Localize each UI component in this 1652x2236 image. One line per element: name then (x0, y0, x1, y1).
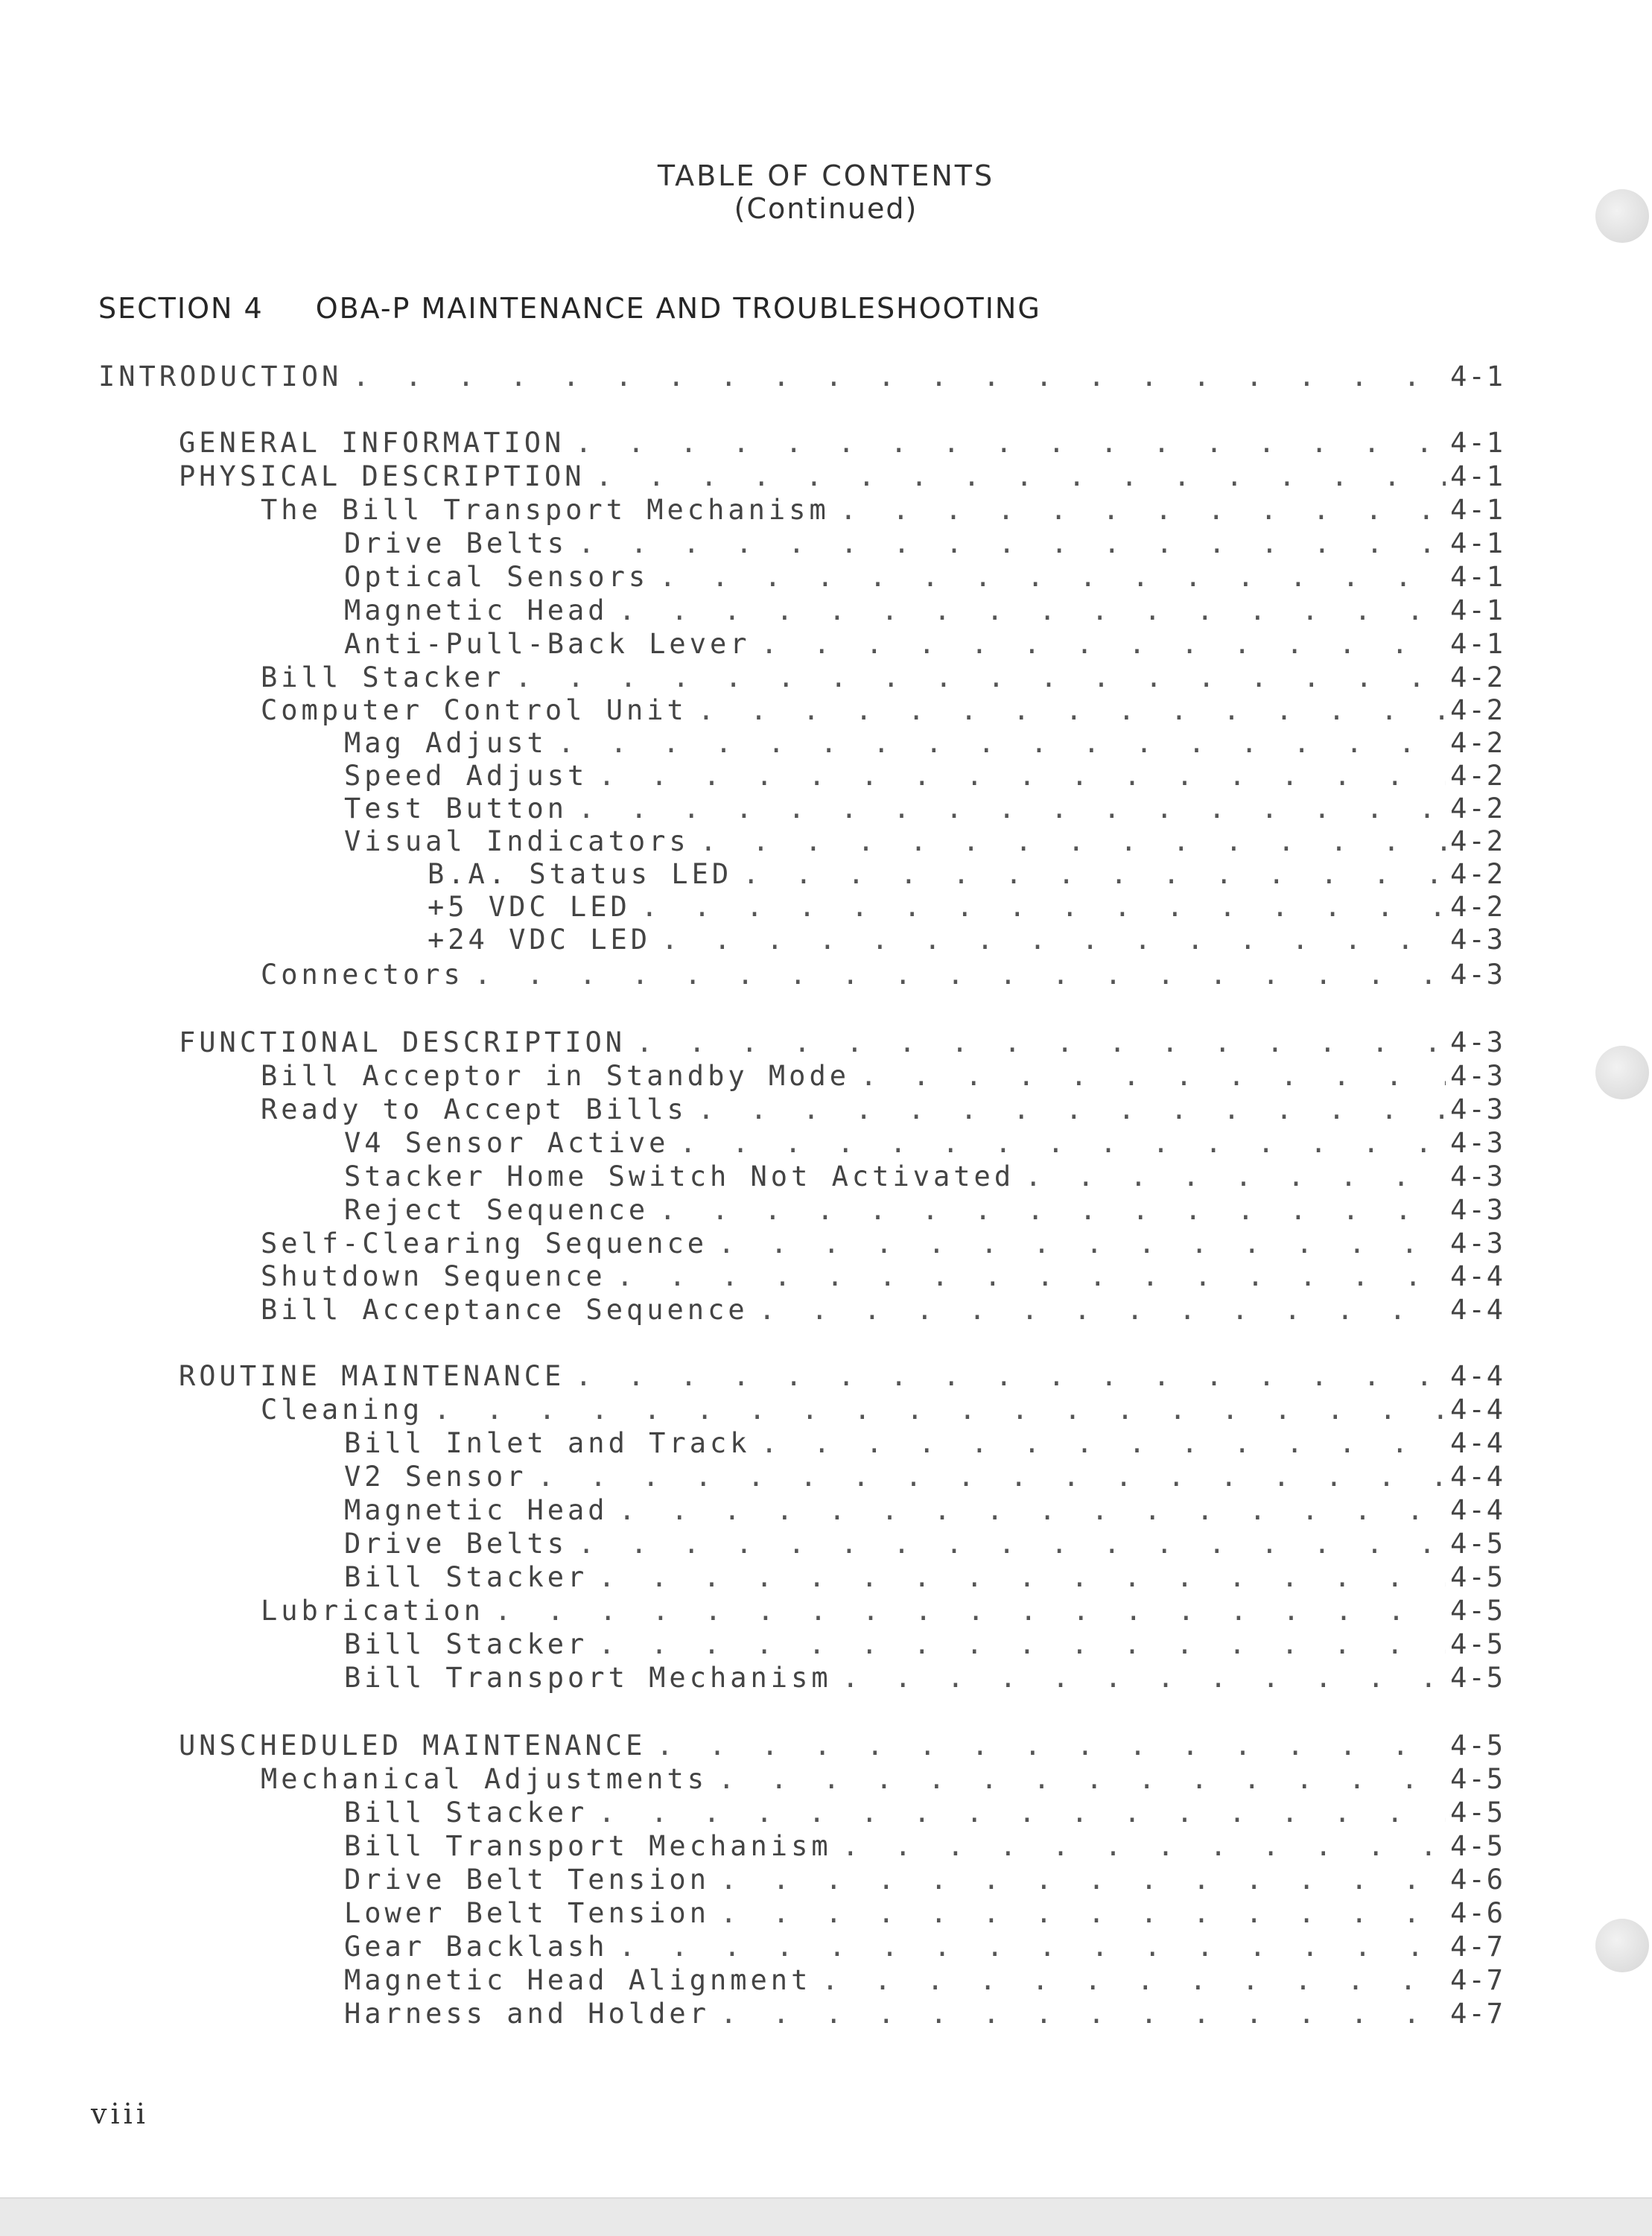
toc-entry-page: 4-3 (1450, 1093, 1505, 1125)
toc-entry[interactable] (179, 427, 1505, 460)
toc-entry-page: 4-5 (1450, 1830, 1505, 1862)
toc-entry-page: 4-3 (1450, 1060, 1505, 1092)
toc-entry-label: +24 VDC LED (428, 924, 652, 956)
toc-entry-page: 4-3 (1450, 959, 1505, 991)
dot-leader (598, 1628, 1446, 1661)
toc-entry-page: 4-2 (1450, 661, 1505, 693)
dot-leader (698, 694, 1446, 727)
toc-entry[interactable] (344, 1127, 1505, 1160)
dot-leader (578, 527, 1446, 560)
toc-entry-page: 4-3 (1450, 1194, 1505, 1226)
toc-entry-label: Bill Stacker (344, 1628, 588, 1660)
dot-leader (720, 1897, 1446, 1930)
toc-entry-page: 4-3 (1450, 1026, 1505, 1058)
toc-entry-label: Bill Stacker (344, 1561, 588, 1593)
toc-entry[interactable] (261, 1763, 1505, 1796)
toc-entry-label: Bill Stacker (261, 661, 505, 693)
dot-leader (617, 1260, 1446, 1293)
toc-entry-page: 4-2 (1450, 891, 1505, 923)
toc-entry-page: 4-4 (1450, 1360, 1505, 1392)
toc-entry[interactable] (179, 1026, 1505, 1059)
toc-entry[interactable] (344, 594, 1505, 627)
toc-entry-page: 4-2 (1450, 727, 1505, 759)
toc-entry[interactable] (344, 561, 1505, 594)
dot-leader (679, 1127, 1446, 1160)
dot-leader (352, 361, 1446, 393)
dot-leader (619, 594, 1446, 627)
toc-entry-label: Magnetic Head (344, 594, 609, 626)
dot-leader (720, 1998, 1446, 2030)
dot-leader (661, 924, 1446, 956)
page-title: TABLE OF CONTENTS (657, 159, 995, 192)
toc-entry-label: FUNCTIONAL DESCRIPTION (179, 1026, 626, 1058)
dot-leader (575, 427, 1446, 460)
dot-leader (860, 1060, 1446, 1093)
toc-entry[interactable] (344, 1931, 1505, 1963)
toc-entry[interactable] (261, 1260, 1505, 1293)
toc-entry[interactable] (428, 891, 1505, 924)
dot-leader (700, 825, 1446, 858)
toc-entry-label: ROUTINE MAINTENANCE (179, 1360, 565, 1392)
toc-entry[interactable] (344, 1461, 1505, 1493)
toc-entry-page: 4-6 (1450, 1897, 1505, 1929)
dot-leader (840, 494, 1446, 527)
toc-entry-page: 4-4 (1450, 1394, 1505, 1426)
toc-entry-label: +5 VDC LED (428, 891, 631, 923)
dot-leader (596, 460, 1446, 493)
toc-entry-page: 4-2 (1450, 760, 1505, 792)
toc-entry[interactable] (344, 1964, 1505, 1997)
dot-leader (842, 1830, 1446, 1863)
toc-entry-page: 4-1 (1450, 594, 1505, 626)
toc-entry[interactable] (344, 527, 1505, 560)
toc-entry-label: Lubrication (261, 1595, 485, 1627)
toc-entry-label: Mechanical Adjustments (261, 1763, 708, 1795)
dot-leader (698, 1093, 1446, 1126)
toc-entry-page: 4-5 (1450, 1730, 1505, 1762)
toc-entry-label: Bill Stacker (344, 1797, 588, 1829)
page-subtitle: (Continued) (734, 192, 918, 225)
toc-entry-label: Shutdown Sequence (261, 1260, 606, 1292)
dot-leader (598, 1797, 1446, 1829)
toc-entry-label: INTRODUCTION (98, 361, 343, 393)
toc-entry[interactable] (344, 1528, 1505, 1560)
toc-entry[interactable] (344, 1998, 1505, 2030)
toc-entry[interactable] (261, 1093, 1505, 1126)
section-title: OBA-P MAINTENANCE AND TROUBLESHOOTING (315, 292, 1041, 325)
toc-entry[interactable] (261, 959, 1505, 991)
toc-entry[interactable] (261, 694, 1505, 727)
toc-entry-label: Lower Belt Tension (344, 1897, 710, 1929)
dot-leader (842, 1662, 1446, 1695)
page-number: viii (91, 2097, 149, 2130)
toc-entry-page: 4-2 (1450, 793, 1505, 825)
punch-hole-top (1595, 189, 1649, 243)
dot-leader (558, 727, 1446, 760)
toc-entry[interactable] (344, 1897, 1505, 1930)
toc-entry[interactable] (428, 858, 1505, 891)
dot-leader (598, 760, 1446, 793)
toc-entry-page: 4-4 (1450, 1260, 1505, 1292)
dot-leader (743, 858, 1446, 891)
toc-entry-label: The Bill Transport Mechanism (261, 494, 830, 526)
toc-entry-page: 4-1 (1450, 494, 1505, 526)
toc-entry-label: GENERAL INFORMATION (179, 427, 565, 459)
toc-entry[interactable] (261, 1294, 1505, 1327)
toc-entry-page: 4-1 (1450, 460, 1505, 492)
toc-entry[interactable] (344, 628, 1505, 661)
toc-entry[interactable] (344, 1628, 1505, 1661)
toc-entry-page: 4-1 (1450, 527, 1505, 559)
toc-entry-label: V4 Sensor Active (344, 1127, 670, 1159)
toc-entry-label: Bill Acceptor in Standby Mode (261, 1060, 851, 1092)
toc-entry-label: Bill Inlet and Track (344, 1427, 751, 1459)
toc-entry[interactable] (179, 1360, 1505, 1393)
toc-entry-page: 4-3 (1450, 924, 1505, 956)
dot-leader (659, 1194, 1446, 1227)
toc-entry-label: Drive Belts (344, 527, 568, 559)
toc-entry-page: 4-2 (1450, 694, 1505, 726)
dot-leader (575, 1360, 1446, 1393)
toc-entry-page: 4-1 (1450, 361, 1505, 393)
dot-leader (759, 1294, 1446, 1327)
dot-leader (578, 1528, 1446, 1560)
toc-entry-label: Anti-Pull-Back Lever (344, 628, 751, 660)
toc-entry-label: Self-Clearing Sequence (261, 1227, 708, 1260)
section-number: SECTION 4 (98, 292, 264, 325)
dot-leader (537, 1461, 1446, 1493)
toc-entry[interactable] (344, 1494, 1505, 1527)
toc-entry-page: 4-4 (1450, 1427, 1505, 1459)
toc-entry[interactable] (344, 760, 1505, 793)
toc-entry-label: Magnetic Head (344, 1494, 609, 1526)
toc-entry-page: 4-4 (1450, 1461, 1505, 1493)
dot-leader (718, 1227, 1446, 1260)
toc-entry-label: Gear Backlash (344, 1931, 609, 1963)
toc-entry[interactable] (261, 1394, 1505, 1426)
dot-leader (761, 628, 1446, 661)
toc-entry-label: V2 Sensor (344, 1461, 527, 1493)
toc-entry-page: 4-1 (1450, 628, 1505, 660)
dot-leader (718, 1763, 1446, 1796)
toc-entry-label: Connectors (261, 959, 464, 991)
toc-entry-label: UNSCHEDULED MAINTENANCE (179, 1730, 646, 1762)
toc-entry[interactable] (344, 1194, 1505, 1227)
toc-entry[interactable] (344, 825, 1505, 858)
toc-entry-page: 4-5 (1450, 1595, 1505, 1627)
toc-entry-label: Drive Belts (344, 1528, 568, 1560)
dot-leader (720, 1864, 1446, 1896)
dot-leader (619, 1494, 1446, 1527)
dot-leader (641, 891, 1446, 924)
toc-entry-label: Bill Transport Mechanism (344, 1662, 832, 1694)
toc-entry-label: Visual Indicators (344, 825, 690, 857)
toc-entry-label: Ready to Accept Bills (261, 1093, 687, 1125)
toc-entry-label: Computer Control Unit (261, 694, 687, 726)
toc-entry-label: Reject Sequence (344, 1194, 649, 1226)
toc-entry[interactable] (261, 1227, 1505, 1260)
toc-entry-label: Mag Adjust (344, 727, 547, 759)
dot-leader (659, 561, 1446, 594)
toc-entry-label: Cleaning (261, 1394, 424, 1426)
toc-entry-page: 4-4 (1450, 1294, 1505, 1326)
toc-entry-page: 4-6 (1450, 1864, 1505, 1896)
toc-entry-label: Speed Adjust (344, 760, 588, 792)
toc-entry-label: Test Button (344, 793, 568, 825)
toc-entry-page: 4-5 (1450, 1628, 1505, 1660)
toc-entry-label: Stacker Home Switch Not Activated (344, 1160, 1015, 1192)
toc-entry-label: Optical Sensors (344, 561, 649, 593)
dot-leader (433, 1394, 1446, 1426)
toc-entry[interactable] (344, 1864, 1505, 1896)
dot-leader (1025, 1160, 1446, 1193)
dot-leader (598, 1561, 1446, 1594)
toc-entry-page: 4-5 (1450, 1797, 1505, 1829)
dot-leader (761, 1427, 1446, 1460)
toc-entry[interactable] (98, 361, 1505, 393)
scan-edge-strip (0, 2197, 1652, 2236)
dot-leader (822, 1964, 1446, 1997)
dot-leader (619, 1931, 1446, 1963)
toc-entry[interactable] (344, 1830, 1505, 1863)
toc-entry[interactable] (344, 793, 1505, 825)
toc-entry-page: 4-2 (1450, 825, 1505, 857)
toc-entry[interactable] (428, 924, 1505, 956)
toc-entry[interactable] (344, 727, 1505, 760)
toc-entry[interactable] (261, 661, 1505, 694)
toc-entry[interactable] (344, 1160, 1505, 1193)
toc-entry-page: 4-2 (1450, 858, 1505, 890)
toc-entry-page: 4-7 (1450, 1998, 1505, 2030)
punch-hole-bottom (1595, 1919, 1649, 1972)
toc-entry-page: 4-1 (1450, 427, 1505, 459)
toc-entry[interactable] (179, 1730, 1505, 1762)
dot-leader (636, 1026, 1446, 1059)
punch-hole-middle (1595, 1046, 1649, 1099)
toc-entry-label: Harness and Holder (344, 1998, 710, 2030)
toc-entry-label: Bill Acceptance Sequence (261, 1294, 749, 1326)
toc-entry[interactable] (344, 1662, 1505, 1695)
toc-entry[interactable] (344, 1797, 1505, 1829)
toc-entry-label: B.A. Status LED (428, 858, 733, 890)
toc-entry[interactable] (261, 1595, 1505, 1627)
toc-entry-page: 4-7 (1450, 1931, 1505, 1963)
toc-entry-page: 4-3 (1450, 1227, 1505, 1260)
toc-entry[interactable] (261, 494, 1505, 527)
toc-entry[interactable] (344, 1561, 1505, 1594)
dot-leader (474, 959, 1446, 991)
dot-leader (656, 1730, 1446, 1762)
toc-entry[interactable] (261, 1060, 1505, 1093)
toc-entry-label: Drive Belt Tension (344, 1864, 710, 1896)
toc-entry-page: 4-4 (1450, 1494, 1505, 1526)
dot-leader (495, 1595, 1446, 1627)
toc-entry-page: 4-5 (1450, 1763, 1505, 1795)
toc-entry-label: Bill Transport Mechanism (344, 1830, 832, 1862)
toc-entry[interactable] (344, 1427, 1505, 1460)
toc-entry-page: 4-5 (1450, 1662, 1505, 1694)
toc-entry-label: Magnetic Head Alignment (344, 1964, 812, 1996)
toc-entry[interactable] (179, 460, 1505, 493)
dot-leader (515, 661, 1446, 694)
toc-entry-page: 4-5 (1450, 1528, 1505, 1560)
toc-entry-page: 4-1 (1450, 561, 1505, 593)
toc-entry-page: 4-3 (1450, 1160, 1505, 1192)
toc-entry-label: PHYSICAL DESCRIPTION (179, 460, 585, 492)
toc-entry-page: 4-7 (1450, 1964, 1505, 1996)
dot-leader (578, 793, 1446, 825)
toc-entry-page: 4-3 (1450, 1127, 1505, 1159)
toc-entry-page: 4-5 (1450, 1561, 1505, 1593)
